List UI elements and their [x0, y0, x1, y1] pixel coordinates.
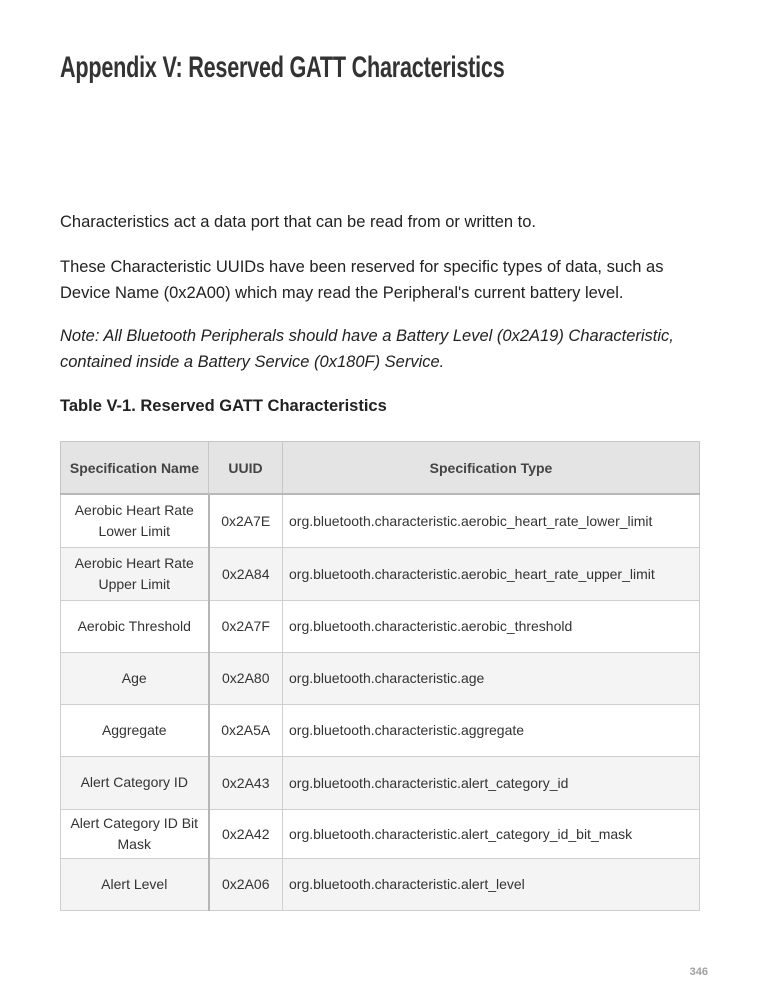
note-paragraph: Note: All Bluetooth Peripherals should have a Battery Level (0x2A19) Characteristic, contained inside a Battery Service (0x180F) Service. [60, 327, 674, 371]
cell-uuid: 0x2A06 [209, 858, 283, 910]
cell-specification-type: org.bluetooth.characteristic.age [283, 652, 700, 704]
table-row [61, 809, 700, 858]
cell-uuid: 0x2A43 [209, 756, 283, 809]
cell-specification-name: Aerobic Threshold [61, 600, 209, 652]
cell-uuid: 0x2A80 [209, 652, 283, 704]
description-paragraph: These Characteristic UUIDs have been reserved for specific types of data, such as Device Name (0x2A00) which may read the Peripheral's current battery level. [60, 258, 664, 302]
cell-specification-type: org.bluetooth.characteristic.alert_category_id_bit_mask [283, 809, 700, 858]
cell-uuid: 0x2A7F [209, 600, 283, 652]
cell-specification-name: Alert Category ID Bit Mask [61, 809, 209, 858]
cell-specification-type: org.bluetooth.characteristic.alert_level [283, 858, 700, 910]
cell-specification-name: Alert Level [61, 858, 209, 910]
cell-specification-type: org.bluetooth.characteristic.aerobic_heart_rate_upper_limit [283, 547, 700, 600]
cell-specification-name: Aerobic Heart Rate Upper Limit [61, 547, 209, 600]
table-header-row [61, 442, 700, 495]
cell-uuid: 0x2A5A [209, 704, 283, 756]
table-row [61, 756, 700, 809]
gatt-characteristics-table [60, 441, 700, 911]
cell-specification-name: Age [61, 652, 209, 704]
cell-specification-name: Alert Category ID [61, 756, 209, 809]
header-specification-type: Specification Type [283, 442, 700, 495]
table-row [61, 547, 700, 600]
cell-specification-type: org.bluetooth.characteristic.aerobic_threshold [283, 600, 700, 652]
cell-specification-type: org.bluetooth.characteristic.aggregate [283, 704, 700, 756]
header-specification-name: Specification Name [61, 442, 209, 495]
table-row [61, 494, 700, 547]
table-row [61, 600, 700, 652]
table-caption: Table V-1. Reserved GATT Characteristics [60, 397, 387, 415]
intro-paragraph: Characteristics act a data port that can be read from or written to. [60, 213, 536, 231]
cell-uuid: 0x2A42 [209, 809, 283, 858]
cell-specification-name: Aggregate [61, 704, 209, 756]
cell-uuid: 0x2A84 [209, 547, 283, 600]
cell-specification-type: org.bluetooth.characteristic.aerobic_heart_rate_lower_limit [283, 494, 700, 547]
page-title: Appendix V: Reserved GATT Characteristics [60, 51, 505, 84]
table-row [61, 704, 700, 756]
cell-uuid: 0x2A7E [209, 494, 283, 547]
table-row [61, 652, 700, 704]
table-row [61, 858, 700, 910]
cell-specification-type: org.bluetooth.characteristic.alert_category_id [283, 756, 700, 809]
header-uuid: UUID [209, 442, 283, 495]
page-number: 346 [689, 966, 708, 978]
cell-specification-name: Aerobic Heart Rate Lower Limit [61, 494, 209, 547]
